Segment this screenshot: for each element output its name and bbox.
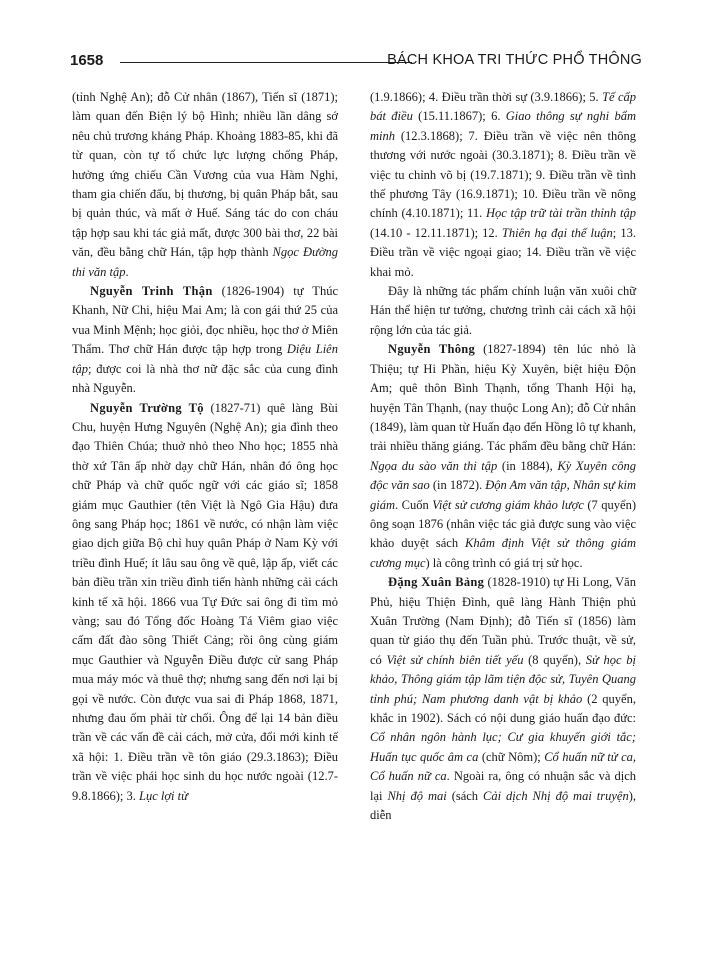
text-run: (7 quyển) ông soạn 1876 (nhân việc tác giả được sung vào việc khảo duyệt sách xyxy=(370,497,636,551)
entry-name: Nguyễn Trinh Thận xyxy=(90,284,213,299)
work-title: Giao thông sự nghi bẩm minh xyxy=(370,109,636,143)
text-run: (1.9.1866); 4. Điều trần thời sự (3.9.1866); 5. xyxy=(370,90,603,104)
text-run: (1827-71) quê làng Bùi Chu, huyện Hưng Nguyên (Nghệ An); gia đình theo đạo Thiên Chúa; thuở nhỏ theo Nho học; 1855 nhà thờ xứ Tân ấp nhờ dạy chữ Hán, nhân đó ông học chữ Pháp và chữ quốc ngữ với các giáo sĩ; 1858 giám mục Gauthier (tên Việt là Ngô Gia Hậu) đưa ông sang Pháp học; 1861 về nước, có nhận làm việc giao dịch giữa Bộ chỉ huy quân Pháp ở Nam Kỳ với triều đình Huế; ít lâu sau ông về quê, lập ấp, viết các bản điều trần xin triều đình tiến hành những cải cách kinh tế xã hội. 1866 vua Tự Đức sai ông đi tìm mỏ vàng; sau đó Tổng đốc Hoàng Tá Viêm giao việc cấm đất đào sông Thiết Cảng; rồi ông cùng giám mục Gauthier và Nguyễn Điều được cử sang Pháp mua máy móc và thuê thợ; nhưng sang đến nơi lại bị gọi về nước. Còn được vua sai đi Pháp 1868, 1871, nhưng đau ốm phải từ chối. Ông để lại 14 bản điều trần về các vấn đề cải cách, mở cửa, đổi mới kinh tế xã hội: 1. Điều trần về tôn giáo (29.3.1863); Điều trần về việc phái học sinh du học nước ngoài (12.7-9.8.1866); 3. xyxy=(72,400,338,803)
text-run: (1826-1904) tự Thúc Khanh, Nữ Chi, hiệu Mai Am; là con gái thứ 25 của vua Minh Mệnh; học giỏi, đọc nhiều, học thơ ở Miên Thẩm. Thơ chữ Hán được tập hợp trong xyxy=(72,284,338,357)
work-title: Ngọa du sào văn thi tập xyxy=(370,458,498,473)
text-run: ; được coi là nhà thơ nữ đặc sắc của cung đình nhà Nguyễn. xyxy=(72,361,338,396)
text-run: (15.11.1867); 6. xyxy=(412,109,506,124)
work-title: Diệu Liên tập xyxy=(72,342,338,376)
work-title: Lục lợi từ xyxy=(139,788,188,803)
text-run: (in 1872). xyxy=(429,478,486,493)
header-rule xyxy=(120,62,412,63)
text-run: (chữ Nôm); xyxy=(478,749,545,764)
entry-name: Nguyễn Thông xyxy=(388,342,476,357)
paragraph-dieu-tran-list xyxy=(370,88,636,282)
text-run: ) là công trình có giá trị sử học. xyxy=(425,555,583,570)
text-run: (8 quyển), xyxy=(523,652,586,667)
text-run: (in 1884), xyxy=(497,458,558,473)
entry-dang-xuan-bang xyxy=(370,573,636,825)
text-run: . Ngoài ra, ông có nhuận sắc và dịch lại xyxy=(370,769,637,803)
work-title: Ngọc Đường thi văn tập xyxy=(72,245,338,279)
work-title: Thiên hạ đại thế luận xyxy=(501,225,613,240)
work-title: Cổ huấn nữ tử ca, Cổ huấn nữ ca xyxy=(370,749,636,784)
left-column xyxy=(72,88,338,806)
text-run: (14.10 - 12.11.1871); 12. xyxy=(370,225,502,240)
page-number: 1658 xyxy=(70,52,104,69)
text-run: Đây là những tác phẩm chính luận văn xuôi chữ Hán thể hiện tư tưởng, chương trình cải cách xã hội rộng lớn của tác giả. xyxy=(370,284,636,337)
running-header xyxy=(70,50,642,74)
text-run: (2 quyển, khắc in 1902). Sách có nội dung giáo huấn đạo đức: xyxy=(370,691,636,725)
right-column xyxy=(370,88,636,825)
text-run: (tỉnh Nghệ An); đỗ Cử nhân (1867), Tiến sĩ (1871); làm quan đến Biện lý bộ Hình; nhiều lần dâng sớ nêu chủ trương kháng Pháp. Khoảng 1883-85, khi đã từ quan, còn tự tổ chức lực lượng chống Pháp, hưởng ứng chiếu Cần Vương của vua Hàm Nghi, tham gia chiến đấu, bị thương, bị quân Pháp bắt, sau bị quản thúc, và mất ở Huế. Sáng tác do con cháu tập hợp sau khi tác giả mất, được 300 bài thơ, 22 bài văn, đều bằng chữ Hán, tập hợp thành xyxy=(72,90,338,260)
paragraph-nguyen-cu-tail xyxy=(72,88,338,282)
work-title: Kỳ Xuyên công độc văn sao xyxy=(370,458,636,493)
book-title: BÁCH KHOA TRI THỨC PHỔ THÔNG xyxy=(387,52,642,68)
text-run: ), diễn xyxy=(370,788,636,823)
text-run: ; 13. Điều trần về việc ngoại giao; 14. Điều trần về việc khai mỏ. xyxy=(370,225,636,279)
entry-nguyen-truong-to xyxy=(72,399,338,807)
work-title: Độn Am văn tập, Nhân sự kim giám xyxy=(370,478,636,512)
text-run: (sách xyxy=(446,788,484,803)
entry-name: Đặng Xuân Bảng xyxy=(388,575,485,590)
work-title: Nhị độ mai xyxy=(387,788,447,803)
paragraph-summary xyxy=(370,282,636,340)
work-title: Học tập trữ tài trần thỉnh tập xyxy=(485,206,636,221)
entry-nguyen-trinh-than xyxy=(72,282,338,398)
work-title: Tế cấp bát điều xyxy=(370,90,636,124)
text-run: . Cuốn xyxy=(395,497,433,512)
work-title: Sử học bị khảo, Thông giám tập lãm tiện độc sử, Tuyên Quang tỉnh phú; Nam phương danh vật bị khảo xyxy=(370,652,637,706)
entry-nguyen-thong xyxy=(370,340,636,573)
text-run: (1827-1894) tên lúc nhỏ là Thiệu; tự Hi Phần, hiệu Kỳ Xuyên, biệt hiệu Độn Am; quê thôn Bình Thạnh, tổng Thanh Hội hạ, huyện Tân Thạnh, (nay thuộc Long An); đỗ Cử nhân (1849), làm quan từ Huấn đạo đến Hồng lô tự khanh, trải nhiều thăng giáng. Tác phẩm đều bằng chữ Hán: xyxy=(370,342,636,454)
entry-name: Nguyễn Trường Tộ xyxy=(90,400,204,415)
work-title: Cổ nhân ngôn hành lục; Cư gia khuyến giới tắc; Huấn tục quốc âm ca xyxy=(370,730,636,764)
text-run: (1828-1910) tự Hi Long, Văn Phủ, hiệu Thiện Đình, quê làng Hành Thiện phủ Xuân Trường (Nam Định); đỗ Tiến sĩ (1856) làm quan từ giáo thụ đến Tuần phủ. Trước thuật, về sử, có xyxy=(370,575,636,667)
text-run: (12.3.1868); 7. Điều trần về việc nên thông thương với nước ngoài (30.3.1871); 8. Điều trần về việc tu chỉnh võ bị (19.7.1871); 9. Điều trần về tình thế phương Tây (16.9.1871); 10. Điều trần về nông chính (4.10.1871); 11. xyxy=(370,128,636,221)
work-title: Việt sử chính biên tiết yếu xyxy=(386,652,524,667)
work-title: Khâm định Việt sử thông giám cương mục xyxy=(370,536,637,570)
text-run: . xyxy=(125,264,129,279)
work-title: Việt sử cương giám khảo lược xyxy=(432,497,584,512)
work-title: Cải dịch Nhị độ mai truyện xyxy=(483,788,629,803)
